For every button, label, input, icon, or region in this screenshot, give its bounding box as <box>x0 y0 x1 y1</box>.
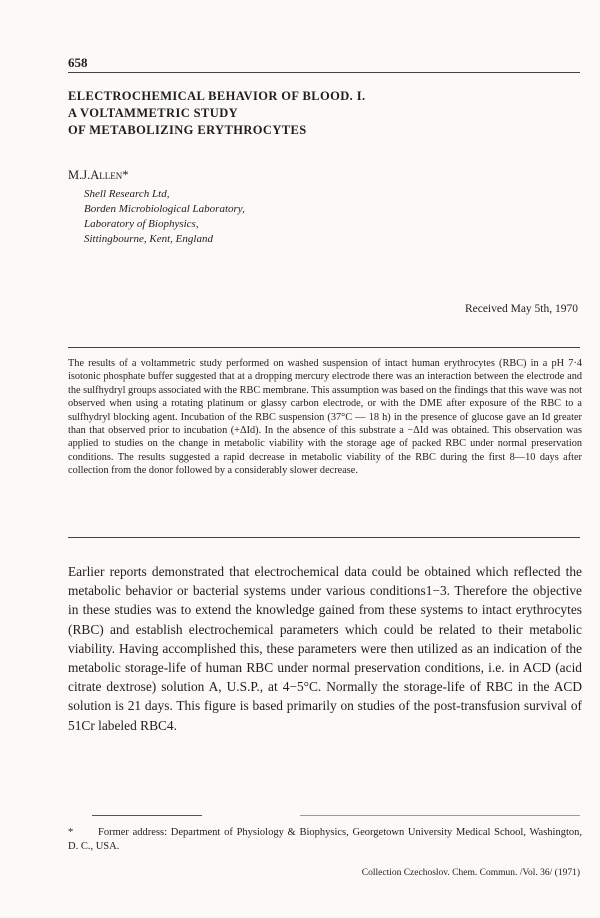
footnote <box>68 826 582 854</box>
title-line-1: ELECTROCHEMICAL BEHAVIOR OF BLOOD. I. <box>68 89 366 103</box>
page-number: 658 <box>68 55 88 70</box>
article-title <box>68 88 568 139</box>
abstract-bottom-rule <box>68 537 580 538</box>
author-affiliation <box>84 187 245 247</box>
affiliation-line-2: Borden Microbiological Laboratory, <box>84 203 245 215</box>
received-date: Received May 5th, 1970 <box>464 303 578 315</box>
abstract: The results of a voltammetric study performed on washed suspension of intact human erythrocytes (RBC) in a pH 7·4 isotonic phosphate buffer suggested that at a dropping mercury electrode there was an interaction between the electrode and the sulfhydryl groups associated with the RBC membrane. This assumption was based on the findings that this wave was not observed when using a rotating platinum or glassy carbon electrode, or with the DME after exposure of the RBC to a sulfhydryl blocking agent. Incubation of the RBC suspension (37°C — 18 h) in the presence of glucose gave an Id greater than that observed prior to incubation (+ΔId). In the absence of this substrate a −ΔId was obtained. This observation was applied to studies on the change in metabolic viability with the storage age of packed RBC under normal preservation conditions. The results suggested a rapid decrease in metabolic viability of the RBC during the first 8—10 days after collection from the donor followed by a considerably slower decrease. <box>68 358 583 477</box>
footnote-rule-right <box>300 815 580 816</box>
journal-footer: Collection Czechoslov. Chem. Commun. /Vol. 36/ (1971) <box>361 868 580 878</box>
footnote-marker: * <box>68 827 74 838</box>
footnote-text: Former address: Department of Physiology & Biophysics, Georgetown University Medical School, Washington, D. C., USA. <box>68 827 582 852</box>
author-name: M.J.Allen* <box>68 168 129 182</box>
title-line-3: OF METABOLIZING ERYTHROCYTES <box>68 123 307 137</box>
abstract-top-rule <box>68 347 580 348</box>
affiliation-line-1: Shell Research Ltd, <box>84 188 170 200</box>
header-rule <box>68 72 580 73</box>
body-paragraph: Earlier reports demonstrated that electrochemical data could be obtained which reflected the metabolic behavior or bacterial systems under various conditions1−3. Therefore the objective in these studies was to extend the knowledge gained from these systems to intact erythrocytes (RBC) and establish electrochemical parameters which could be related to their metabolic viability. Having accomplished this, these parameters were then utilized as an indication of the metabolic storage-life of human RBC under normal preservation conditions, i.e. in ACD (acid citrate dextrose) solution A, U.S.P., at 4−5°C. Normally the storage-life of RBC in the ACD solution is 21 days. This figure is based primarily on studies of the post-transfusion survival of 51Cr labeled RBC4. <box>68 564 582 733</box>
affiliation-line-4: Sittingbourne, Kent, England <box>84 233 213 245</box>
footnote-rule-left <box>92 815 202 816</box>
affiliation-line-3: Laboratory of Biophysics, <box>84 218 199 230</box>
title-line-2: A VOLTAMMETRIC STUDY <box>68 106 239 120</box>
